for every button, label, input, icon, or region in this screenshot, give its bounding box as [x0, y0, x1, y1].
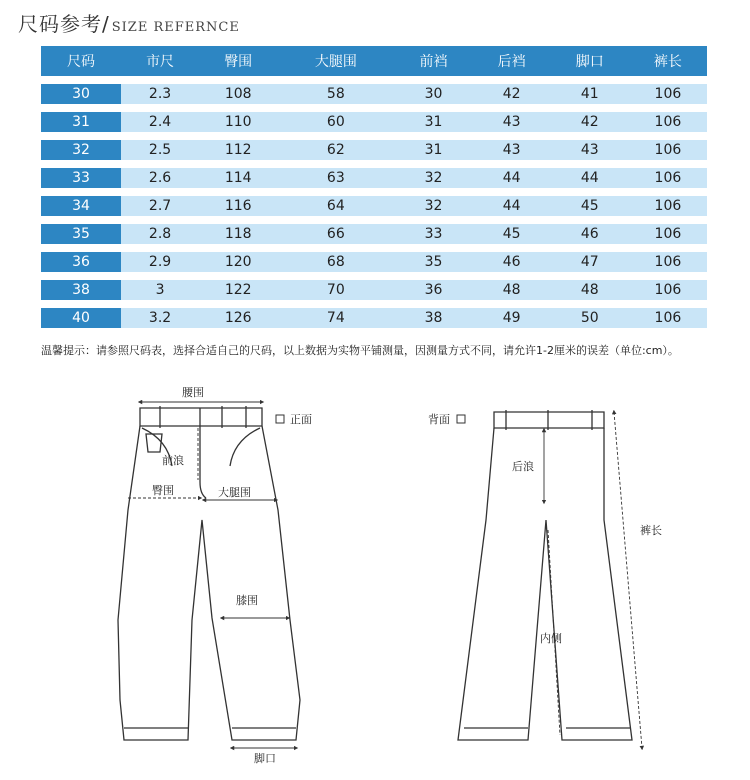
table-cell: 2.6 [121, 160, 199, 188]
waist-label: 腰围 [182, 386, 204, 399]
header-length: 裤长 [629, 46, 707, 76]
table-cell: 106 [629, 132, 707, 160]
table-cell: 126 [199, 300, 277, 328]
table-row [41, 244, 707, 272]
table-cell: 106 [629, 104, 707, 132]
table-row [41, 104, 707, 132]
table-cell: 106 [629, 188, 707, 216]
header-size: 尺码 [41, 46, 121, 76]
size-cell: 34 [41, 188, 121, 216]
table-cell: 45 [551, 188, 629, 216]
table-cell: 68 [277, 244, 394, 272]
table-cell: 3.2 [121, 300, 199, 328]
front-rise-label: 前浪 [162, 454, 184, 467]
table-cell: 49 [473, 300, 551, 328]
back-rise-label: 后浪 [512, 460, 534, 473]
table-cell: 31 [394, 104, 472, 132]
table-cell: 36 [394, 272, 472, 300]
table-cell: 42 [551, 104, 629, 132]
thigh-label: 大腿围 [218, 486, 251, 499]
table-cell: 33 [394, 216, 472, 244]
table-cell: 43 [473, 132, 551, 160]
table-row [41, 132, 707, 160]
header-front-rise: 前裆 [394, 46, 472, 76]
table-cell: 58 [277, 76, 394, 104]
table-row [41, 272, 707, 300]
table-cell: 45 [473, 216, 551, 244]
table-cell: 44 [473, 160, 551, 188]
table-cell: 62 [277, 132, 394, 160]
table-cell: 38 [394, 300, 472, 328]
size-cell: 32 [41, 132, 121, 160]
table-cell: 66 [277, 216, 394, 244]
front-view-label: 正面 [290, 413, 312, 426]
table-cell: 30 [394, 76, 472, 104]
hip-label: 臀围 [152, 484, 174, 497]
table-header-row [41, 46, 707, 76]
table-cell: 35 [394, 244, 472, 272]
table-cell: 70 [277, 272, 394, 300]
table-row [41, 160, 707, 188]
size-cell: 30 [41, 76, 121, 104]
size-table [41, 46, 707, 328]
table-cell: 106 [629, 272, 707, 300]
table-row [41, 188, 707, 216]
hem-label: 脚口 [254, 752, 276, 765]
table-cell: 112 [199, 132, 277, 160]
back-pants-drawing [458, 410, 632, 740]
table-row [41, 300, 707, 328]
table-cell: 63 [277, 160, 394, 188]
table-cell: 106 [629, 160, 707, 188]
table-cell: 31 [394, 132, 472, 160]
table-cell: 46 [473, 244, 551, 272]
table-cell: 106 [629, 300, 707, 328]
table-cell: 114 [199, 160, 277, 188]
table-cell: 42 [473, 76, 551, 104]
knee-label: 膝围 [236, 594, 258, 607]
size-cell: 35 [41, 216, 121, 244]
header-thigh: 大腿围 [277, 46, 394, 76]
size-cell: 33 [41, 160, 121, 188]
header-hip: 臀围 [199, 46, 277, 76]
table-cell: 122 [199, 272, 277, 300]
front-measurements [128, 402, 296, 748]
size-cell: 40 [41, 300, 121, 328]
table-cell: 32 [394, 188, 472, 216]
table-row [41, 216, 707, 244]
table-cell: 64 [277, 188, 394, 216]
table-cell: 108 [199, 76, 277, 104]
back-view-label: 背面 [428, 413, 450, 426]
table-cell: 46 [551, 216, 629, 244]
table-cell: 32 [394, 160, 472, 188]
table-cell: 44 [551, 160, 629, 188]
table-cell: 44 [473, 188, 551, 216]
table-cell: 2.5 [121, 132, 199, 160]
table-cell: 116 [199, 188, 277, 216]
table-cell: 2.4 [121, 104, 199, 132]
front-pants-front-view-label [276, 413, 312, 426]
table-cell: 2.3 [121, 76, 199, 104]
table-cell: 48 [551, 272, 629, 300]
table-cell: 60 [277, 104, 394, 132]
table-cell: 47 [551, 244, 629, 272]
inseam-label: 内侧 [540, 632, 562, 645]
size-cell: 36 [41, 244, 121, 272]
measurement-note: 温馨提示：请参照尺码表，选择合适自己的尺码，以上数据为实物平铺测量，因测量方式不同，请允许1-2厘米的误差（单位:cm）。 [41, 344, 679, 357]
header-hem: 脚口 [551, 46, 629, 76]
table-cell: 2.8 [121, 216, 199, 244]
header-shichi: 市尺 [121, 46, 199, 76]
table-cell: 48 [473, 272, 551, 300]
table-body [41, 76, 707, 328]
title-english: SIZE REFERNCE [111, 20, 240, 35]
size-cell: 38 [41, 272, 121, 300]
size-cell: 31 [41, 104, 121, 132]
header-back-rise: 后裆 [473, 46, 551, 76]
back-pants-back-view-label [428, 412, 465, 426]
table-row [41, 76, 707, 104]
table-cell: 106 [629, 244, 707, 272]
table-cell: 2.7 [121, 188, 199, 216]
table-cell: 41 [551, 76, 629, 104]
table-cell: 106 [629, 216, 707, 244]
table-cell: 118 [199, 216, 277, 244]
pants-diagram [0, 370, 750, 780]
page-title [18, 8, 240, 42]
table-cell: 43 [473, 104, 551, 132]
table-cell: 50 [551, 300, 629, 328]
table-cell: 120 [199, 244, 277, 272]
table-cell: 3 [121, 272, 199, 300]
table-cell: 2.9 [121, 244, 199, 272]
table-cell: 110 [199, 104, 277, 132]
table-cell: 74 [277, 300, 394, 328]
table-cell: 106 [629, 76, 707, 104]
table-cell: 43 [551, 132, 629, 160]
front-pants-drawing [118, 406, 300, 740]
title-chinese: 尺码参考/ [18, 12, 110, 36]
length-label: 裤长 [640, 524, 662, 537]
